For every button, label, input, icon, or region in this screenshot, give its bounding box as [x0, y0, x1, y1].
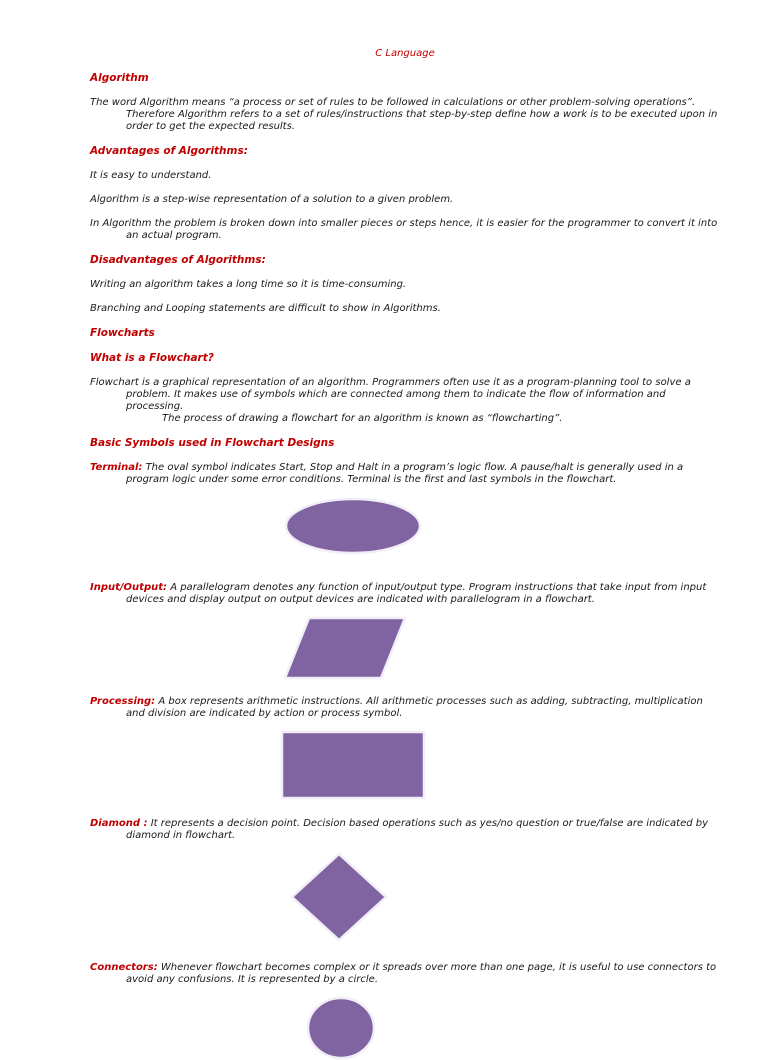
input-output-term: Input/Output:	[90, 582, 168, 593]
advantage-item: In Algorithm the problem is broken down into smaller pieces or steps hence, it is easier for the programmer to convert it into an actual program.	[90, 218, 718, 241]
processing-text: A box represents arithmetic instructions. All arithmetic processes such as adding, subtracting, multiplication and division are indicated by action or process symbol.	[126, 696, 703, 719]
terminal-oval-icon	[283, 496, 423, 556]
terminal-description	[90, 462, 720, 486]
diamond-description	[90, 818, 720, 842]
diamond-text: It represents a decision point. Decision based operations such as yes/no question or true/false are indicated by diamond in flowchart.	[126, 818, 709, 841]
flowchart-definition-line2: problem. It makes use of symbols which are connected among them to indicate the flow of information and processing.	[126, 389, 666, 412]
flowchart-definition-line1: Flowchart is a graphical representation of an algorithm. Programmers often use it as a program-planning tool to solve a	[90, 377, 691, 388]
diamond-term: Diamond :	[90, 818, 148, 829]
advantage-item: It is easy to understand.	[90, 170, 212, 181]
advantages-heading: Advantages of Algorithms:	[90, 145, 248, 157]
flowchart-definition-line3: The process of drawing a flowchart for an algorithm is known as “flowcharting”.	[162, 413, 563, 424]
terminal-term: Terminal:	[90, 462, 143, 473]
connector-circle-icon	[306, 996, 376, 1060]
algorithm-definition-line1: The word Algorithm means “a process or set of rules to be followed in calculations or other problem-solving operations”.	[90, 97, 696, 108]
disadvantage-item: Writing an algorithm takes a long time so it is time-consuming.	[90, 279, 407, 290]
algorithm-definition	[90, 97, 720, 133]
disadvantage-item: Branching and Looping statements are difficult to show in Algorithms.	[90, 303, 441, 314]
document-page	[90, 48, 720, 1060]
parallelogram-icon	[282, 616, 408, 680]
input-output-text: A parallelogram denotes any function of input/output type. Program instructions that take input from input devices and display output on output devices are indicated with parallelogram in a flowchart.	[126, 582, 707, 605]
input-output-description	[90, 582, 720, 606]
connectors-text: Whenever flowchart becomes complex or it spreads over more than one page, it is useful to use connectors to avoid any confusions. It is represented by a circle.	[126, 962, 717, 985]
algorithm-definition-line2: Therefore Algorithm refers to a set of rules/instructions that step-by-step define how a work is to be executed upon in order to get the expected results.	[126, 109, 718, 132]
page-title: C Language	[375, 48, 435, 59]
advantage-item: Algorithm is a step-wise representation of a solution to a given problem.	[90, 194, 454, 205]
processing-description	[90, 696, 720, 720]
connectors-description	[90, 962, 720, 986]
decision-diamond-icon	[290, 852, 388, 942]
flowcharts-heading: Flowcharts	[90, 327, 155, 339]
basic-symbols-heading: Basic Symbols used in Flowchart Designs	[90, 437, 335, 449]
what-is-flowchart-heading: What is a Flowchart?	[90, 352, 214, 364]
process-box-icon	[280, 730, 426, 800]
disadvantages-heading: Disadvantages of Algorithms:	[90, 254, 266, 266]
connectors-term: Connectors:	[90, 962, 158, 973]
terminal-text: The oval symbol indicates Start, Stop and Halt in a program’s logic flow. A pause/halt is generally used in a program logic under some error conditions. Terminal is the first and last symbols in the flowchart.	[126, 462, 684, 485]
flowchart-definition	[90, 377, 720, 425]
algorithm-heading: Algorithm	[90, 72, 149, 84]
processing-term: Processing:	[90, 696, 156, 707]
